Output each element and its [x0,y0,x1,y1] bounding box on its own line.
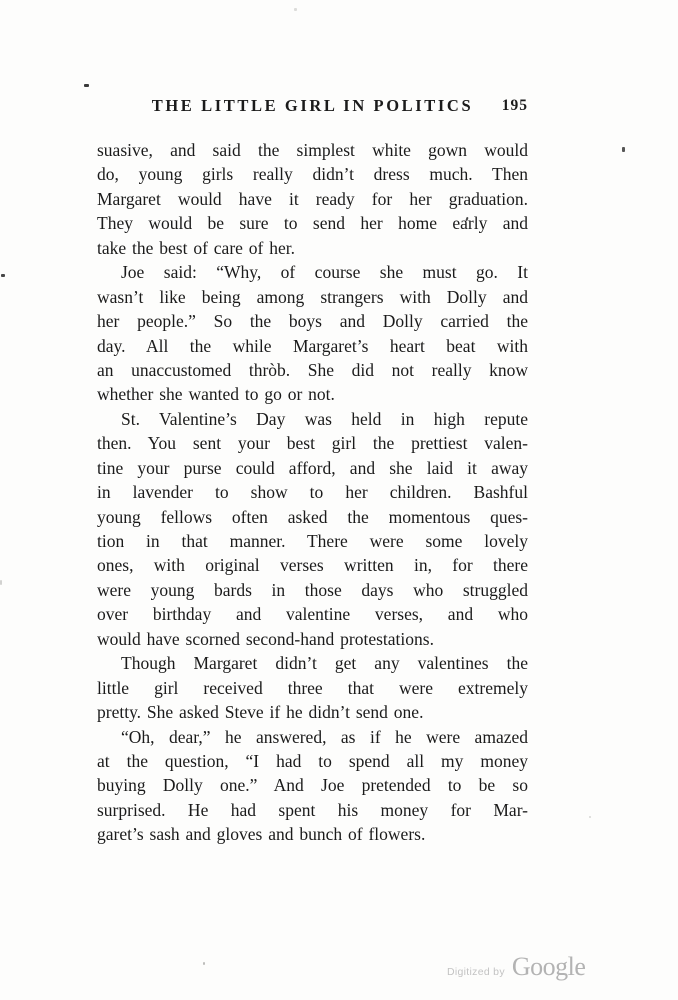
text-line: an unaccustomed thròb. She did not really know [97,359,528,380]
scan-speck [84,84,89,87]
text-line: Margaret would have it ready for her graduation. [97,188,528,209]
google-logo: Google [511,952,586,981]
text-line: were young bards in those days who struggled [97,579,528,600]
text-line: do, young girls really didn’t dress much. Then [97,164,528,185]
text-line: Joe said: “Why, of course she must go. It [121,262,528,283]
scan-speck [294,8,297,11]
scan-speck [203,962,205,965]
scan-speck [622,147,625,152]
page-header [97,96,528,116]
text-line: suasive, and said the simplest white gown would [97,140,528,160]
chapter-title: THE LITTLE GIRL IN POLITICS [151,96,474,115]
text-line: Though Margaret didn’t get any valentines the [121,653,528,674]
text-line: would have scorned second-hand protestations. [97,628,434,649]
text-line: buying Dolly one.” And Joe pretended to be so [97,775,528,796]
text-line: then. You sent your best girl the prettiest valen- [97,433,528,454]
scan-speck [1,274,5,277]
text-line: little girl received three that were extremely [97,677,528,698]
text-block [97,138,528,847]
text-line: over birthday and valentine verses, and who [97,604,528,625]
text-line: tine your purse could afford, and she laid it away [97,457,528,478]
text-line: in lavender to show to her children. Bashful [97,482,528,503]
text-line: surprised. He had spent his money for Mar- [97,799,528,820]
text-line: day. All the while Margaret’s heart beat with [97,335,528,356]
text-line: at the question, “I had to spend all my money [97,750,528,771]
text-line: young fellows often asked the momentous ques- [97,506,528,527]
text-line: pretty. She asked Steve if he didn’t send one. [97,702,424,723]
text-line: St. Valentine’s Day was held in high repute [121,408,528,429]
text-line: whether she wanted to go or not. [97,384,335,405]
text-line: take the best of care of her. [97,237,296,258]
page-number: 195 [501,97,528,114]
text-line: They would be sure to send her home early and [97,213,528,234]
google-watermark [447,952,585,982]
scan-speck [0,580,2,585]
text-line: ones, with original verses written in, for there [97,555,528,576]
text-line: her people.” So the boys and Dolly carried the [97,311,528,332]
text-line: garet’s sash and gloves and bunch of flowers. [97,824,426,845]
scan-speck [589,816,591,818]
text-line: wasn’t like being among strangers with Dolly and [97,286,528,307]
text-line: tion in that manner. There were some lovely [97,531,528,551]
digitized-by-label: Digitized by [447,966,505,978]
text-line: “Oh, dear,” he answered, as if he were amazed [121,726,528,747]
